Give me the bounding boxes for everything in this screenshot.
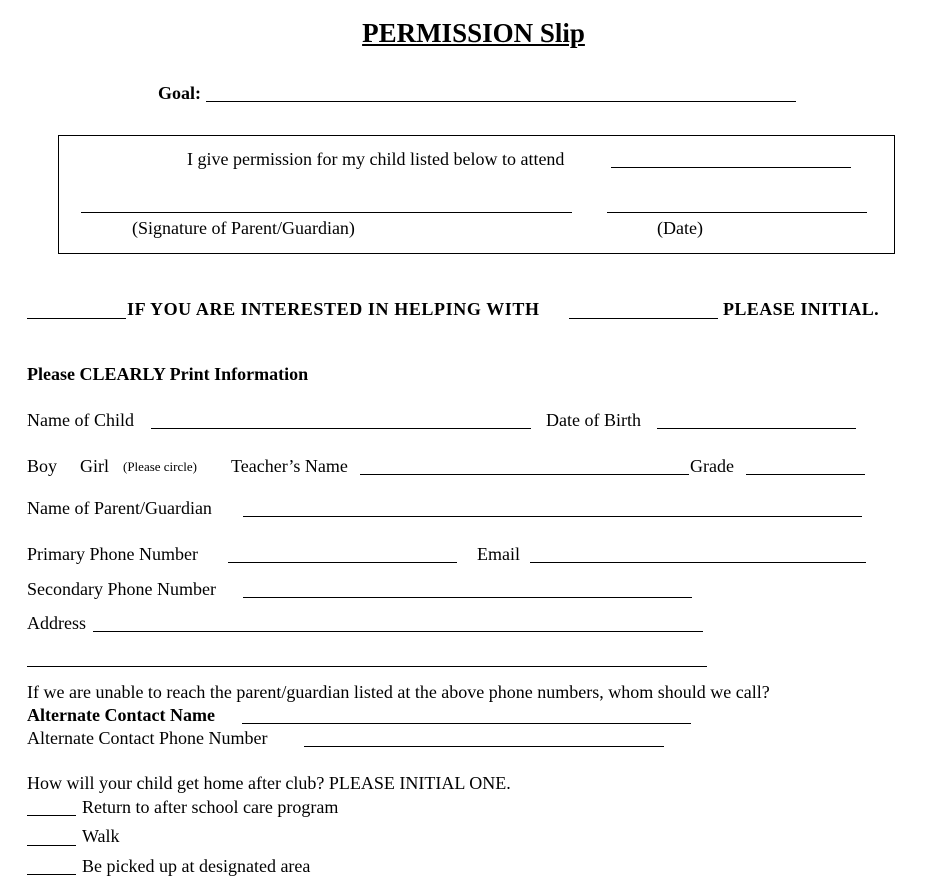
child-name-label: Name of Child bbox=[27, 410, 134, 430]
goal-label: Goal: bbox=[158, 83, 201, 103]
teacher-name-label: Teacher’s Name bbox=[231, 456, 348, 476]
print-instructions: Please CLEARLY Print Information bbox=[27, 364, 309, 384]
signature-label: (Signature of Parent/Guardian) bbox=[132, 218, 355, 238]
helping-initial-line[interactable] bbox=[27, 318, 126, 319]
secondary-phone-line[interactable] bbox=[243, 597, 692, 598]
girl-option[interactable]: Girl bbox=[80, 456, 109, 476]
option-after-school-care: Return to after school care program bbox=[82, 797, 339, 817]
helping-text: IF YOU ARE INTERESTED IN HELPING WITH bbox=[127, 299, 540, 319]
child-name-line[interactable] bbox=[151, 428, 531, 429]
parent-name-label: Name of Parent/Guardian bbox=[27, 498, 212, 518]
dob-line[interactable] bbox=[657, 428, 856, 429]
permission-statement: I give permission for my child listed below to attend bbox=[187, 149, 565, 169]
email-label: Email bbox=[477, 544, 520, 564]
option-walk: Walk bbox=[82, 826, 120, 846]
goal-line[interactable] bbox=[206, 101, 796, 102]
alternate-name-label: Alternate Contact Name bbox=[27, 705, 215, 725]
alternate-phone-line[interactable] bbox=[304, 746, 664, 747]
option-picked-up: Be picked up at designated area bbox=[82, 856, 311, 876]
date-label: (Date) bbox=[657, 218, 703, 238]
address-line-2[interactable] bbox=[27, 666, 707, 667]
option-initial-line[interactable] bbox=[27, 815, 76, 816]
alternate-question: If we are unable to reach the parent/guardian listed at the above phone numbers, whom should we call? bbox=[27, 682, 770, 702]
home-question: How will your child get home after club? PLEASE INITIAL ONE. bbox=[27, 773, 511, 793]
please-circle-note: (Please circle) bbox=[123, 459, 197, 474]
option-initial-line[interactable] bbox=[27, 874, 76, 875]
signature-line[interactable] bbox=[81, 212, 572, 213]
page-title: PERMISSION Slip bbox=[362, 18, 585, 48]
address-label: Address bbox=[27, 613, 86, 633]
teacher-name-line[interactable] bbox=[360, 474, 689, 475]
grade-label: Grade bbox=[690, 456, 734, 476]
primary-phone-label: Primary Phone Number bbox=[27, 544, 198, 564]
helping-activity-line[interactable] bbox=[569, 318, 718, 319]
attend-line[interactable] bbox=[611, 167, 851, 168]
address-line-1[interactable] bbox=[93, 631, 703, 632]
alternate-phone-label: Alternate Contact Phone Number bbox=[27, 728, 268, 748]
secondary-phone-label: Secondary Phone Number bbox=[27, 579, 216, 599]
parent-name-line[interactable] bbox=[243, 516, 862, 517]
primary-phone-line[interactable] bbox=[228, 562, 457, 563]
option-initial-line[interactable] bbox=[27, 845, 76, 846]
dob-label: Date of Birth bbox=[546, 410, 641, 430]
date-line[interactable] bbox=[607, 212, 867, 213]
helping-end-text: PLEASE INITIAL. bbox=[723, 299, 880, 319]
grade-line[interactable] bbox=[746, 474, 865, 475]
alternate-name-line[interactable] bbox=[242, 723, 691, 724]
email-line[interactable] bbox=[530, 562, 866, 563]
boy-option[interactable]: Boy bbox=[27, 456, 58, 476]
